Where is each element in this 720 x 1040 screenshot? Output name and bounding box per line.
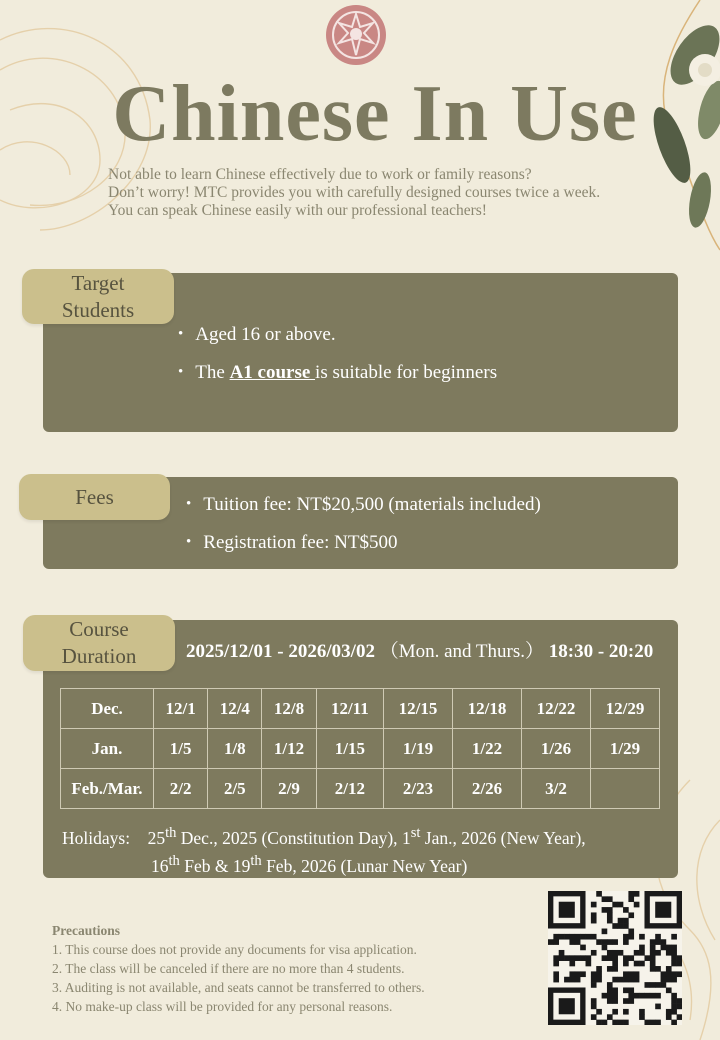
a1-course-link[interactable]: A1 course	[229, 362, 316, 383]
holiday-day: 19	[232, 855, 251, 876]
holiday-text: Jan., 2026 (New Year),	[420, 827, 586, 848]
mtc-logo-icon	[326, 5, 386, 65]
table-cell: Feb./Mar.	[61, 769, 154, 809]
table-cell: 1/26	[521, 729, 590, 769]
target-students-label	[22, 269, 174, 324]
bullet-text: is suitable for beginners	[315, 362, 498, 383]
table-cell: 2/5	[208, 769, 262, 809]
label-line: Course	[69, 617, 129, 641]
table-cell: 2/2	[154, 769, 208, 809]
precautions	[52, 921, 425, 1016]
table-cell: 12/18	[453, 689, 522, 729]
precaution-item: 4. No make-up class will be provided for any personal reasons.	[52, 999, 393, 1014]
class-days: （Mon. and Thurs.）	[379, 641, 545, 662]
holiday-day: 16	[151, 855, 169, 876]
holiday-text: Feb, 2026 (Lunar New Year)	[261, 855, 468, 876]
table-cell: 2/23	[384, 769, 453, 809]
table-cell: 2/12	[316, 769, 383, 809]
bullet-text: The	[195, 362, 230, 383]
precaution-item: 1. This course does not provide any documents for visa application.	[52, 942, 417, 957]
course-duration-label	[23, 615, 175, 671]
holidays-label: Holidays:	[62, 827, 131, 848]
table-cell: 12/1	[154, 689, 208, 729]
table-cell: 1/12	[262, 729, 316, 769]
precautions-heading: Precautions	[52, 923, 120, 938]
label-line: Students	[61, 297, 135, 322]
class-time: 18:30 - 20:20	[548, 641, 654, 662]
page-title: Chinese In Use	[112, 70, 638, 158]
table-cell: 1/5	[154, 729, 208, 769]
table-cell: 12/8	[262, 689, 316, 729]
list-item: • Registration fee: NT$500	[186, 524, 541, 562]
table-row	[61, 769, 660, 809]
holiday-text: Feb &	[179, 855, 233, 876]
fees-list	[186, 486, 541, 562]
table-cell	[590, 769, 659, 809]
precaution-item: 2. The class will be canceled if there are no more than 4 students.	[52, 961, 405, 976]
holidays-line	[62, 822, 586, 850]
table-cell: 1/19	[384, 729, 453, 769]
table-row	[61, 689, 660, 729]
qr-code-icon[interactable]	[548, 891, 682, 1025]
target-list	[178, 316, 497, 392]
table-cell: Jan.	[61, 729, 154, 769]
holidays-note	[62, 822, 586, 878]
label-line: Duration	[61, 644, 137, 668]
ordinal-suffix: th	[250, 852, 262, 869]
list-item: • Tuition fee: NT$20,500 (materials included)	[186, 486, 541, 524]
table-cell: 12/29	[590, 689, 659, 729]
table-cell: 1/29	[590, 729, 659, 769]
table-cell: 12/15	[384, 689, 453, 729]
table-cell: Dec.	[61, 689, 154, 729]
holidays-line	[62, 850, 586, 878]
fees-label	[19, 474, 170, 520]
intro-text	[108, 166, 678, 220]
ordinal-suffix: st	[410, 825, 421, 841]
label-line: Fees	[75, 484, 114, 509]
table-cell: 1/22	[453, 729, 522, 769]
table-cell: 1/15	[316, 729, 383, 769]
label-line: Target	[71, 270, 125, 295]
ordinal-suffix: th	[165, 825, 177, 841]
ordinal-suffix: th	[168, 852, 180, 869]
table-cell: 3/2	[521, 769, 590, 809]
table-cell: 12/22	[521, 689, 590, 729]
intro-line: You can speak Chinese easily with our professional teachers!	[108, 202, 487, 219]
holiday-text: Dec., 2025 (Constitution Day),	[176, 827, 402, 848]
list-item: • Aged 16 or above.	[178, 316, 497, 354]
schedule-table	[60, 688, 660, 809]
intro-line: Don’t worry! MTC provides you with carefully designed courses twice a week.	[108, 184, 601, 201]
table-cell: 12/11	[316, 689, 383, 729]
table-row	[61, 729, 660, 769]
list-item	[178, 354, 497, 392]
table-cell: 2/9	[262, 769, 316, 809]
holiday-day: 1	[401, 827, 411, 848]
holiday-day: 25	[147, 827, 166, 848]
precaution-item: 3. Auditing is not available, and seats cannot be transferred to others.	[52, 980, 425, 995]
date-range: 2025/12/01 - 2026/03/02	[186, 641, 375, 662]
intro-line: Not able to learn Chinese effectively due to work or family reasons?	[108, 166, 532, 183]
table-cell: 1/8	[208, 729, 262, 769]
table-cell: 2/26	[453, 769, 522, 809]
table-cell: 12/4	[208, 689, 262, 729]
course-dates	[186, 636, 653, 663]
